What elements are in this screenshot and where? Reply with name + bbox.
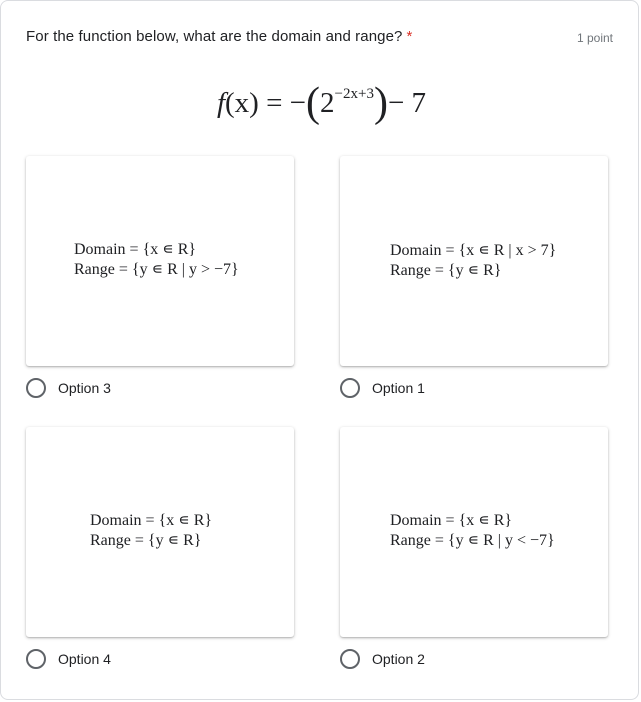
formula-close-paren: ): [373, 80, 388, 126]
question-formula: [1, 79, 641, 127]
option-2-domain: Domain = {x ∊ R}: [390, 512, 513, 529]
formula-open-paren: (: [306, 80, 321, 126]
option-3-math: [74, 240, 239, 280]
option-1-range: Range = {y ∊ R}: [390, 262, 502, 279]
formula-tail: − 7: [387, 87, 427, 119]
radio-unchecked-icon[interactable]: [340, 378, 360, 398]
formula-exponent: −2x+3: [334, 86, 374, 102]
option-4-math: [90, 511, 212, 551]
option-1-choice[interactable]: [340, 376, 425, 400]
required-asterisk: *: [406, 28, 413, 45]
option-4-label: Option 4: [58, 651, 111, 667]
option-2-range: Range = {y ∊ R | y < −7}: [390, 532, 555, 549]
option-4-range: Range = {y ∊ R}: [90, 532, 202, 549]
option-3-range: Range = {y ∊ R | y > −7}: [74, 261, 239, 278]
option-image-4[interactable]: [26, 427, 294, 637]
option-1-domain: Domain = {x ∊ R | x > 7}: [390, 242, 557, 259]
formula-argument: (x) = −: [225, 87, 307, 119]
radio-unchecked-icon[interactable]: [26, 649, 46, 669]
radio-unchecked-icon[interactable]: [340, 649, 360, 669]
option-2-label: Option 2: [372, 651, 425, 667]
option-3-choice[interactable]: [26, 376, 111, 400]
formula-base: 2: [320, 87, 335, 119]
option-image-3[interactable]: [26, 156, 294, 366]
option-image-2[interactable]: [340, 427, 608, 637]
option-3-domain: Domain = {x ∊ R}: [74, 241, 197, 258]
option-1-math: [390, 241, 556, 281]
radio-unchecked-icon[interactable]: [26, 378, 46, 398]
question-title: [26, 28, 412, 45]
option-2-math: [390, 511, 555, 551]
option-image-1[interactable]: [340, 156, 608, 366]
option-4-choice[interactable]: [26, 647, 111, 671]
option-4-domain: Domain = {x ∊ R}: [90, 512, 213, 529]
points-label: 1 point: [576, 31, 613, 45]
option-2-choice[interactable]: [340, 647, 425, 671]
formula-function-name: f: [216, 87, 225, 119]
question-text: For the function below, what are the domain and range?: [26, 28, 403, 45]
option-1-label: Option 1: [372, 380, 425, 396]
option-3-label: Option 3: [58, 380, 111, 396]
